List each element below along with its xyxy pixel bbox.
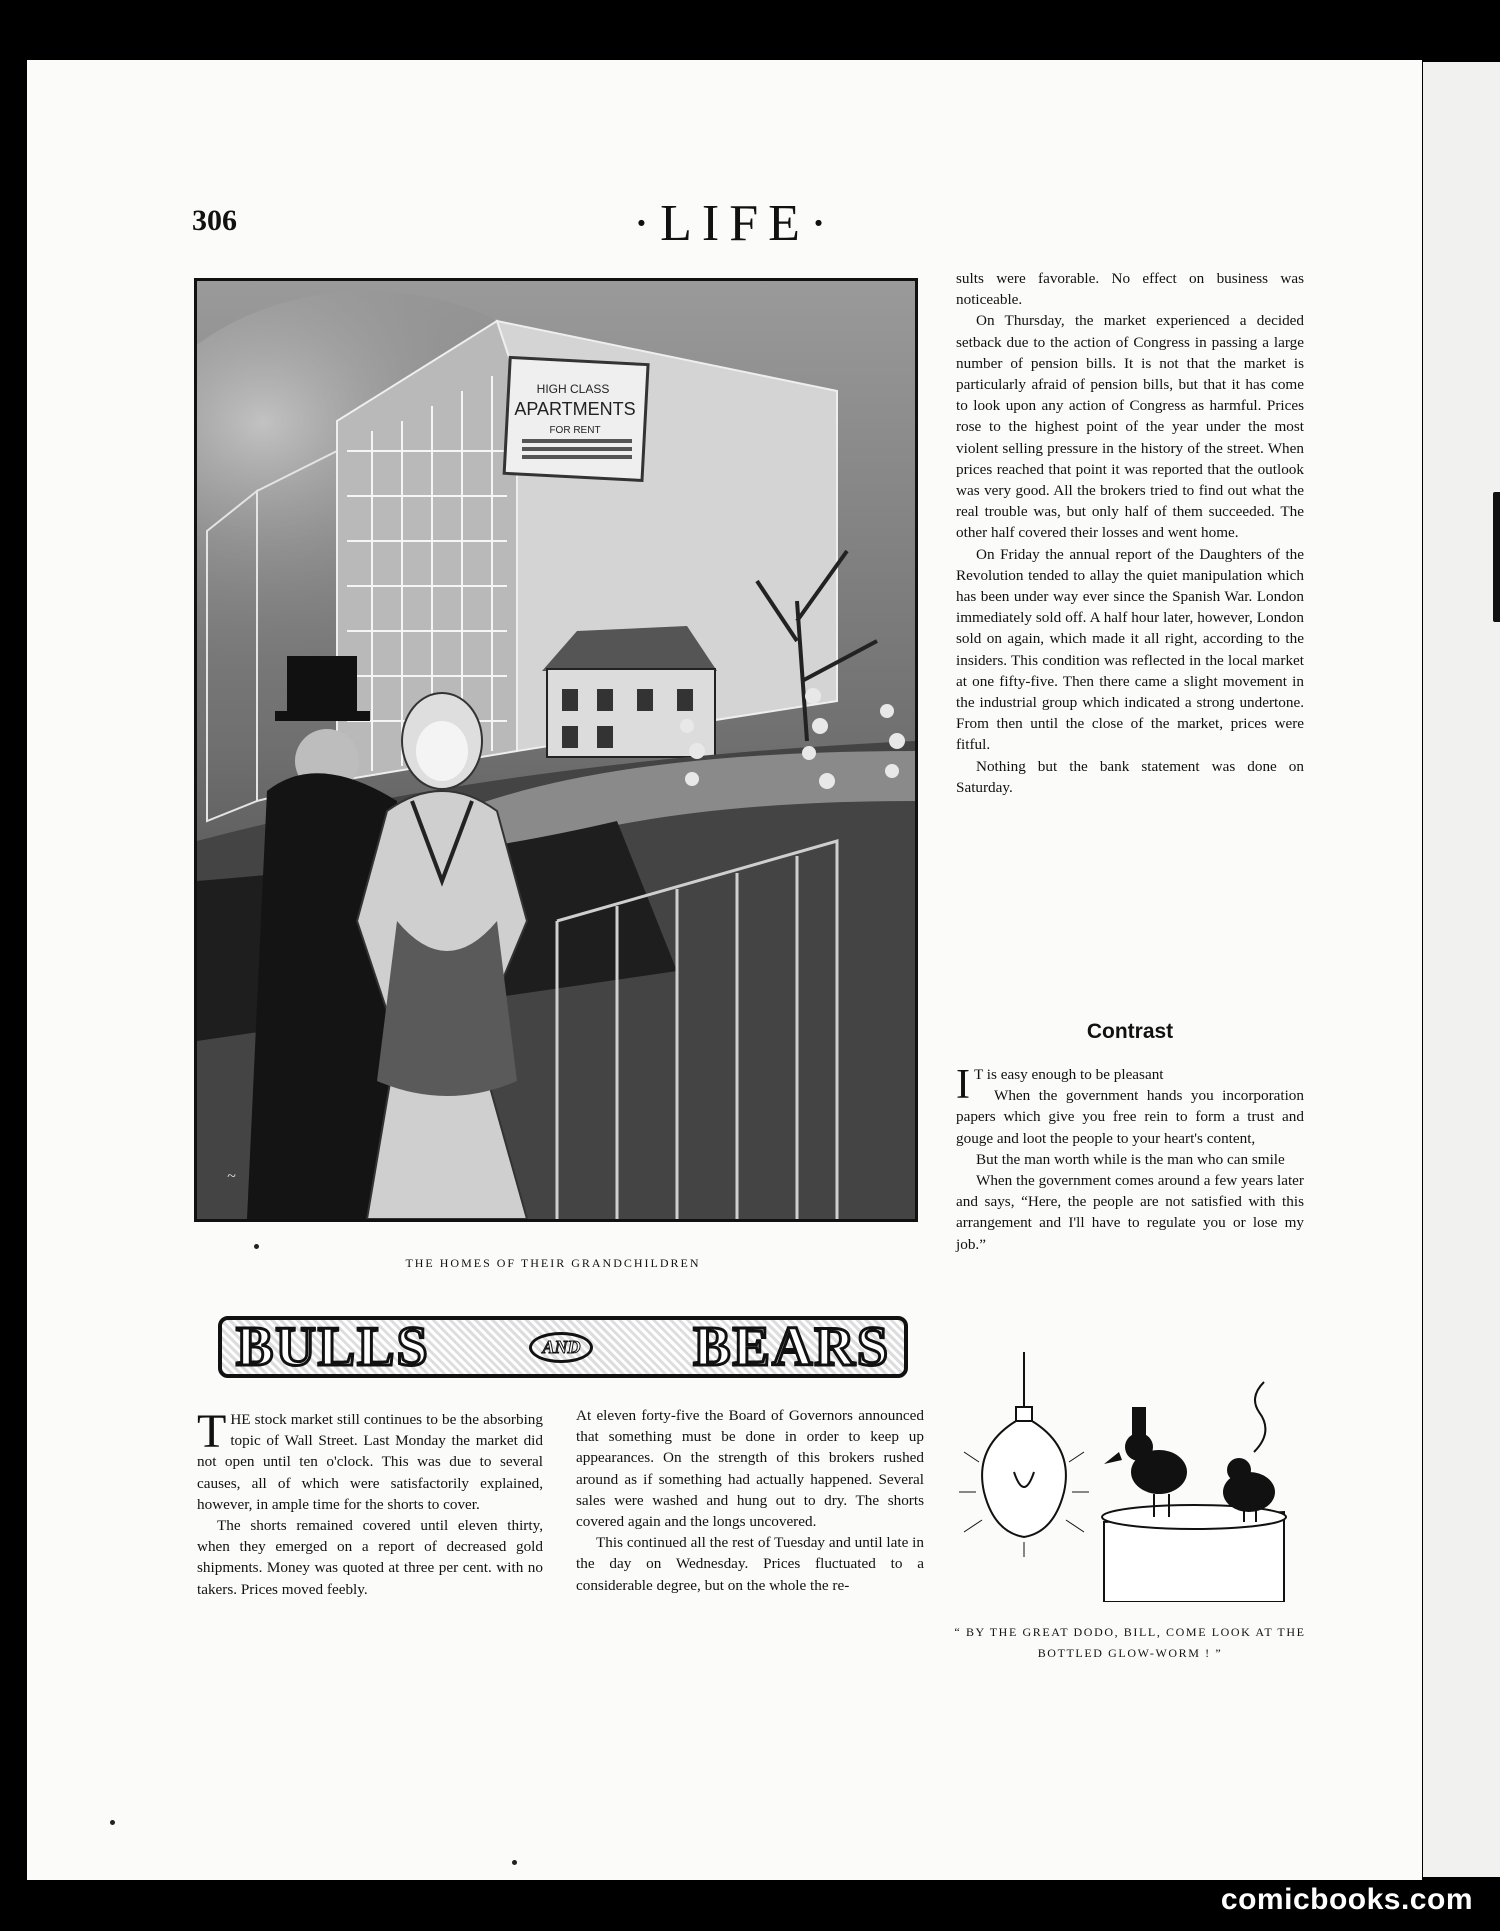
article-paragraph-2: The shorts remained covered until eleven thirty, when they emerged on a report of decreased gold shipments. Money was quoted at three per cent. with no takers. Prices moved feebly.: [197, 1517, 543, 1598]
print-speck: [254, 1244, 259, 1249]
birds-on-post: [1102, 1382, 1286, 1602]
cartoon-caption: “ BY THE GREAT DODO, BILL, COME LOOK AT THE BOTTLED GLOW-WORM ! ”: [954, 1625, 1306, 1660]
poem-line-4: When the government comes around a few years later and says, “Here, the people are not satisfied with this arrangement and I'll have to regulate you or lose my job.”: [956, 1172, 1304, 1253]
print-speck: [110, 1820, 115, 1825]
article-paragraph-1: [197, 1405, 543, 1515]
facing-page-edge: [1423, 62, 1500, 1877]
article-paragraph-7: On Friday the annual report of the Daughters of the Revolution tended to allay the quiet manipulation which has been under way ever since the Spanish War. London immediately sold off. A half hour later, however, London sold on again, which made it all right, according to the insiders. This condition was reflected in the local market at one fifty-five. Then there came a slight movement in the industrial group which indicated a strong undertone. From then until the close of the market, prices were fitful.: [956, 545, 1304, 754]
watermark: comicbooks.com: [1220, 1883, 1473, 1916]
sign-line-2: APARTMENTS: [514, 399, 636, 419]
facing-page-mark: [1493, 492, 1500, 622]
poem-line-1: [956, 1062, 1304, 1108]
article-column-2: [576, 1405, 924, 1596]
old-house: [542, 626, 717, 757]
poem-line-3: But the man worth while is the man who can smile: [976, 1150, 1285, 1168]
masthead: ·LIFE·: [632, 195, 838, 252]
sign-line-3: FOR RENT: [549, 425, 601, 436]
artist-signature: ~: [227, 1168, 236, 1185]
print-speck: [512, 1860, 517, 1865]
article-paragraph-6: On Thursday, the market experienced a decided setback due to the action of Congress in passing a large number of pension bills. It is not that the market is particularly afraid of pension bills, but that it has come to look upon any action of Congress as harmful. Prices rose to the highest point of the year under the most violent selling pressure in the history of the street. When prices reached that point it was reported that the outlook was very good. All the brokers tried to find out what the real trouble was, but only half of them succeeded. The other half covered their losses and went home.: [956, 312, 1304, 542]
illustration-caption: THE HOMES OF THEIR GRANDCHILDREN: [405, 1256, 701, 1270]
banner-bears: BEARS: [693, 1316, 890, 1378]
sign-line-1: HIGH CLASS: [536, 382, 610, 396]
bulls-and-bears-banner: [218, 1316, 908, 1378]
drop-cap: T: [197, 1405, 227, 1458]
light-bulb-icon: [959, 1352, 1089, 1557]
banner-bulls: BULLS: [236, 1316, 430, 1378]
article-column-3: [956, 268, 1304, 798]
banner-and: AND: [529, 1332, 593, 1363]
poem-line-1-text: T is easy enough to be pleasant: [974, 1066, 1164, 1083]
illustration-homes: [194, 278, 918, 1222]
article-column-1: [197, 1405, 543, 1600]
poem-line-2: When the government hands you incorporation papers which give you free rein to form a trust and gouge and loot the people to your heart's content,: [956, 1087, 1304, 1147]
article-paragraph-5: sults were favorable. No effect on business was noticeable.: [956, 270, 1304, 309]
article-paragraph-4: This continued all the rest of Tuesday and until late in the day on Wednesday. Prices fluctuated to a considerable degree, but on the whole the re-: [576, 1534, 924, 1594]
contrast-poem: [956, 1064, 1304, 1255]
paragraph-1-text: HE stock market still continues to be the absorbing topic of Wall Street. Last Monday the market did not open until ten o'clock. This was due to several causes, all of which were satisfactorily explained, however, in ample time for the shorts to cover.: [197, 1411, 543, 1513]
poem-drop-cap: I: [956, 1062, 970, 1108]
article-paragraph-3: At eleven forty-five the Board of Governors announced that something must be done in order to keep up appearances. On the strength of this brokers rushed around as if something had actually happened. Several sales were washed and hung out to dry. The shorts covered again and the longs uncovered.: [576, 1407, 924, 1531]
cartoon-drawing: [954, 1352, 1324, 1602]
contrast-heading: Contrast: [1086, 1020, 1174, 1043]
article-paragraph-8: Nothing but the bank statement was done on Saturday.: [956, 757, 1304, 796]
illustration-drawing: [197, 281, 915, 1219]
glow-worm-cartoon: [954, 1352, 1324, 1602]
apartment-sign: [504, 357, 648, 480]
page-number: 306: [192, 204, 237, 237]
